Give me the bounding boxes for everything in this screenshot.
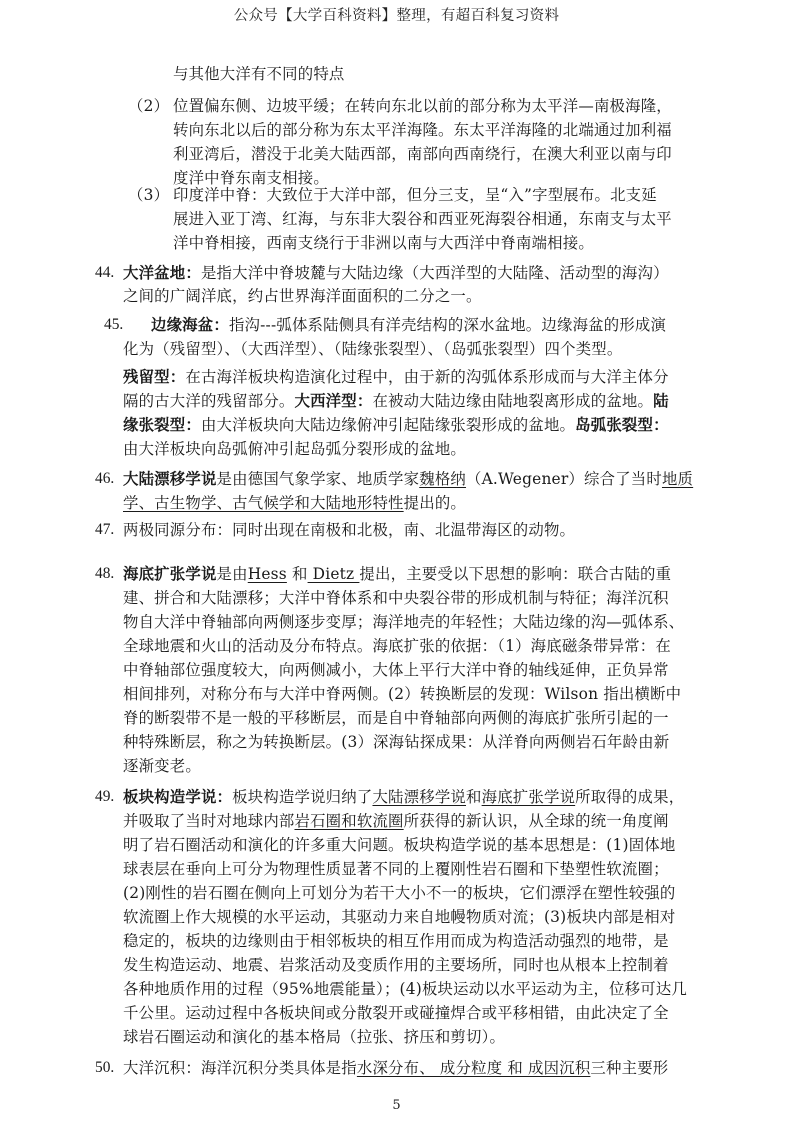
item44-number: 44. [95, 264, 115, 281]
item49-line: 软流圈上作大规模的水平运动，其驱动力来自地幔物质对流；(3)板块内部是相对 [123, 908, 676, 926]
item50-line1 [123, 1058, 668, 1078]
item44-line [123, 263, 669, 283]
item48-line1 [123, 564, 671, 584]
item48-text-and: 和 [286, 565, 308, 583]
item43-p2-line: 位置偏东侧、边坡平缓；在转向东北以前的部分称为太平洋—南极海隆， [173, 97, 672, 115]
item47-text: 两极同源分布：同时出现在南极和北极，南、北温带海区的动物。 [123, 521, 576, 539]
item46-line1 [123, 469, 693, 489]
item48-line: 种特殊断层，称之为转换断层。(3）深海钻探成果：从洋脊向两侧岩石年龄由新 [123, 733, 670, 751]
item45-line2: 化为（残留型）、（大西洋型）、（陆缘张裂型）、（岛弧张裂型）四个类型。 [123, 340, 623, 358]
item45-sub-line3 [123, 415, 669, 435]
item46-number: 46. [95, 470, 115, 487]
item43-p3-label: （3） [128, 186, 170, 204]
item48-line: 全球地震和火山的活动及分布特点。海底扩张的依据：（1）海底磁条带异常：在 [123, 637, 671, 655]
item46-text-end: 提出的。 [403, 494, 467, 512]
item43-p3-line: 印度洋中脊：大致位于大洋中部，但分三支，呈“入”字型展布。北支延 [173, 186, 657, 204]
item43-p3-line: 展进入亚丁湾、红海，与东非大裂谷和西亚死海裂谷相通，东南支与太平 [173, 210, 672, 228]
item48-line: 中脊轴部位强度较大，向两侧减小，大体上平行大洋中脊的轴线延伸，正负异常 [123, 661, 669, 679]
item43-line0: 与其他大洋有不同的特点 [173, 65, 345, 83]
item50-number: 50. [95, 1059, 115, 1076]
term-continental-rift-type-b: 缘张裂型： [123, 416, 201, 434]
item48-term: 海底扩张学说 [123, 565, 217, 583]
term-island-arc-rift-type: 岛弧张裂型： [575, 416, 669, 434]
item46-underline-wegener: 魏格纳 [419, 470, 467, 488]
item44-line2: 之间的广阔洋底，约占世界海洋面面积的二分之一。 [123, 287, 482, 305]
item48-text-c: 提出，主要受以下思想的影响：联合古陆的重 [359, 565, 672, 583]
item50-underline-classification: 水深分布、 成分粒度 和 成因沉积 [356, 1059, 591, 1077]
item48-line: 逐渐变老。 [123, 757, 201, 775]
item49-line2 [123, 811, 669, 831]
term-continental-rift-type-a: 陆 [653, 392, 669, 410]
item48-underline-hess: Hess [247, 565, 287, 583]
item46-term: 大陆漂移学说 [123, 470, 217, 488]
item49-text-and: 和 [466, 788, 482, 806]
item47-number: 47. [95, 521, 115, 538]
item49-line: 明了岩石圈活动和演化的许多重大问题。板块构造学说的基本思想是：(1)固体地 [123, 836, 676, 854]
item49-line: 球岩石圈运动和演化的基本格局（拉张、挤压和剪切）。 [123, 1028, 506, 1046]
item49-line: 球表层在垂向上可分为物理性质显著不同的上覆刚性岩石圈和下垫塑性软流圈； [123, 860, 669, 878]
term-atlantic-type: 大西洋型： [294, 392, 373, 410]
item49-line: 发生构造运动、地震、岩浆活动及变质作用的主要场所，同时也从根本上控制着 [123, 956, 669, 974]
item45-sub-line1 [123, 367, 669, 387]
item49-term: 板块构造学说： [123, 788, 233, 806]
item49-text-c: 所取得的成果， [575, 788, 685, 806]
item49-text: 板块构造学说归纳了 [232, 788, 373, 806]
item49-line1 [123, 787, 684, 807]
item49-text-l2b: 所获得的新认识，从全球的统一角度阐 [403, 812, 669, 830]
item43-p2-line: 度洋中脊东南支相接。 [173, 169, 329, 187]
continental-rift-type-text: 由大洋板块向大陆边缘俯冲引起陆缘张裂形成的盆地。 [200, 416, 576, 434]
item48-underline-dietz: Dietz [307, 565, 360, 583]
item49-number: 49. [95, 788, 115, 805]
item45-number: 45. [104, 316, 124, 333]
item45-sub-line2 [123, 391, 669, 411]
item49-text-l2a: 并吸取了当时对地球内部 [123, 812, 295, 830]
item46-underline-fields: 学、古生物学、古气候学和大陆地形特性 [123, 494, 404, 512]
item48-line: 建、拼合和大陆漂移；大洋中脊体系和中央裂谷带的形成机制与特征；海洋沉积 [123, 589, 669, 607]
item46-line2 [123, 493, 466, 513]
page-header: 公众号【大学百科资料】整理，有超百科复习资料 [233, 8, 560, 24]
item45-sub-line4: 由大洋板块向岛弧俯冲引起岛弧分裂形成的盆地。 [123, 440, 466, 458]
item45-term: 边缘海盆： [151, 316, 229, 334]
item45-line [151, 315, 666, 335]
item49-line: (2)刚性的岩石圈在侧向上可划分为若干大小不一的板块，它们漂浮在塑性较强的 [123, 884, 676, 902]
item46-text-b: （A.Wegener）综合了当时 [466, 470, 662, 488]
item49-underline-continental-drift: 大陆漂移学说 [372, 788, 467, 806]
item43-p2-line: 转向东北以后的部分称为东太平洋海隆。东太平洋海隆的北端通过加利福 [173, 121, 672, 139]
item48-line: 相间排列，对称分布与大洋中脊两侧。(2）转换断层的发现：Wilson 指出横断中 [123, 685, 682, 703]
item49-line: 稳定的，板块的边缘则由于相邻板块的相互作用而成为构造活动强烈的地带，是 [123, 932, 669, 950]
item50-text-end: 三种主要形 [590, 1059, 669, 1077]
item44-term: 大洋盆地： [123, 264, 201, 282]
item49-underline-lithosphere: 岩石圈和软流圈 [294, 812, 404, 830]
item43-p2-line: 利亚湾后，潜没于北美大陆西部，南部向西南绕行，在澳大利亚以南与印 [173, 145, 672, 163]
item49-line: 各种地质作用的过程（95%地震能量）；(4)板块运动以水平运动为主，位移可达几 [123, 980, 687, 998]
item43-p3-line: 洋中脊相接，西南支绕行于非洲以南与大西洋中脊南端相接。 [173, 234, 594, 252]
item44-text: 是指大洋中脊坡麓与大陆边缘（大西洋型的大陆隆、活动型的海沟） [200, 264, 669, 282]
item43-p2-label: （2） [128, 97, 170, 115]
item45-text: 指沟---弧体系陆侧具有洋壳结构的深水盆地。边缘海盆的形成演 [228, 316, 667, 334]
item49-underline-seafloor-spreading: 海底扩张学说 [481, 788, 576, 806]
item48-line: 物自大洋中脊轴部向两侧逐步变厚；海洋地壳的年轻性；大陆边缘的沟—弧体系、 [123, 613, 685, 631]
item48-number: 48. [95, 565, 115, 582]
item48-text: 是由 [216, 565, 248, 583]
residual-type-text: 在古海洋板块构造演化过程中，由于新的沟弧体系形成而与大洋主体分 [185, 368, 669, 386]
item48-line: 脊的断裂带不是一般的平移断层，而是自中脊轴部向两侧的海底扩张所引起的一 [123, 709, 669, 727]
atlantic-type-text: 在被动大陆边缘由陆地裂离形成的盆地。 [372, 392, 654, 410]
item49-line: 千公里。运动过程中各板块间或分散裂开或碰撞焊合或平移相错，由此决定了全 [123, 1004, 669, 1022]
page-number: 5 [392, 1098, 401, 1113]
item46-text: 是由德国气象学家、地质学家 [216, 470, 420, 488]
residual-type-text-cont: 隔的古大洋的残留部分。 [123, 392, 295, 410]
term-residual-type: 残留型： [123, 368, 186, 386]
item46-underline-geology: 地质 [661, 470, 694, 488]
item50-text: 大洋沉积：海洋沉积分类具体是指 [123, 1059, 357, 1077]
